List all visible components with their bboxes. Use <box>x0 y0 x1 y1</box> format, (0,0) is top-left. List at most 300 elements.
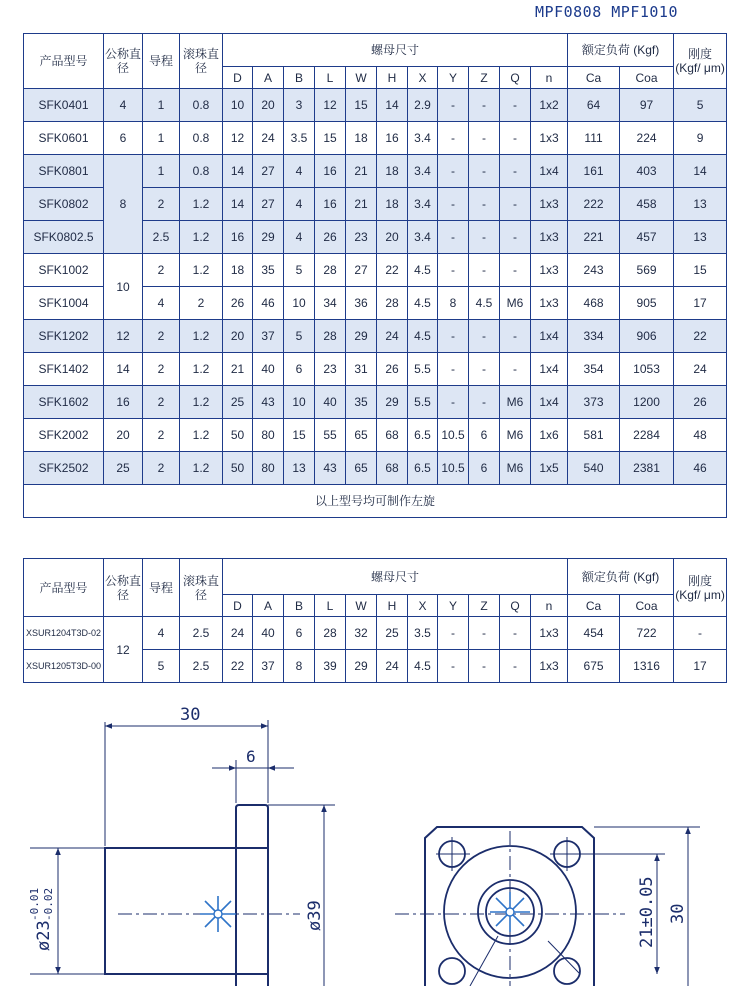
table-cell: 27 <box>346 254 377 287</box>
table-cell: 10.5 <box>438 452 469 485</box>
col-diameter: 公称直径 <box>104 34 143 89</box>
flange-outline <box>236 805 268 986</box>
col-ball: 滚珠直径 <box>180 34 223 89</box>
cell-model: SFK2502 <box>24 452 104 485</box>
table-cell: 20 <box>253 89 284 122</box>
table-cell: 2284 <box>620 419 674 452</box>
table-cell: 1.2 <box>180 353 223 386</box>
table-cell: - <box>469 89 500 122</box>
table-cell: 8 <box>284 650 315 683</box>
spec-table-xsur <box>23 558 727 683</box>
cell-diameter: 10 <box>104 254 143 320</box>
cell-model: SFK1004 <box>24 287 104 320</box>
col-rated-load: 额定负荷 (Kgf) <box>568 559 674 595</box>
table-note: 以上型号均可制作左旋 <box>24 485 727 518</box>
table-cell: 28 <box>377 287 408 320</box>
table-cell: - <box>438 155 469 188</box>
table-cell: 6 <box>104 122 143 155</box>
dim-text-30-side: 30 <box>668 903 688 924</box>
table-cell: 5.5 <box>408 353 438 386</box>
table-cell: 40 <box>253 353 284 386</box>
table-cell: 15 <box>346 89 377 122</box>
table-cell: 14 <box>377 89 408 122</box>
table-cell: 905 <box>620 287 674 320</box>
dim-text-d23-tol-upper: -0.01 <box>28 887 41 921</box>
col-coa: Coa <box>620 595 674 617</box>
table-cell: 21 <box>346 188 377 221</box>
col-y: Y <box>438 67 469 89</box>
table-cell: - <box>438 650 469 683</box>
col-h: H <box>377 595 408 617</box>
table-cell: 14 <box>223 188 253 221</box>
table-cell: - <box>438 617 469 650</box>
table-cell: 4.5 <box>408 287 438 320</box>
col-nut-size: 螺母尺寸 <box>223 559 568 595</box>
table-cell: 5.5 <box>408 386 438 419</box>
table-cell: - <box>438 122 469 155</box>
table-cell: 1.2 <box>180 419 223 452</box>
table-cell: 6 <box>469 419 500 452</box>
table-cell: 1x3 <box>531 287 568 320</box>
table-cell: 1.2 <box>180 320 223 353</box>
table-cell: 373 <box>568 386 620 419</box>
table-cell: 24 <box>253 122 284 155</box>
table-cell: 569 <box>620 254 674 287</box>
table-cell: 18 <box>377 188 408 221</box>
table-cell: 8 <box>438 287 469 320</box>
table-row <box>24 353 727 386</box>
col-h: H <box>377 67 408 89</box>
table-cell: 23 <box>315 353 346 386</box>
col-x: X <box>408 67 438 89</box>
col-x: X <box>408 595 438 617</box>
table-cell: 36 <box>346 287 377 320</box>
table-cell: 3.5 <box>284 122 315 155</box>
col-model: 产品型号 <box>24 34 104 89</box>
cell-model: SFK2002 <box>24 419 104 452</box>
table-cell: - <box>500 320 531 353</box>
table-cell: 29 <box>377 386 408 419</box>
table-cell: 14 <box>104 353 143 386</box>
table-cell: 0.8 <box>180 155 223 188</box>
table-cell: 243 <box>568 254 620 287</box>
cell-diameter: 8 <box>104 155 143 254</box>
table-cell: - <box>469 617 500 650</box>
table-cell: 15 <box>284 419 315 452</box>
table-cell: 581 <box>568 419 620 452</box>
table-cell: - <box>469 386 500 419</box>
table-cell: 3.4 <box>408 122 438 155</box>
table-cell: - <box>469 221 500 254</box>
table-cell: 55 <box>315 419 346 452</box>
col-b: B <box>284 595 315 617</box>
table-cell: 25 <box>223 386 253 419</box>
dim-text-d23: ø23 <box>34 920 54 951</box>
table-cell: 3.4 <box>408 155 438 188</box>
table-cell: 1x3 <box>531 188 568 221</box>
table-cell: 18 <box>223 254 253 287</box>
table-cell: 1.2 <box>180 221 223 254</box>
table-cell: 468 <box>568 287 620 320</box>
table-cell: 22 <box>223 650 253 683</box>
col-l: L <box>315 595 346 617</box>
table-cell: 39 <box>315 650 346 683</box>
table-cell: 222 <box>568 188 620 221</box>
table-cell: 2 <box>180 287 223 320</box>
table-cell: 28 <box>315 617 346 650</box>
col-y: Y <box>438 595 469 617</box>
table-cell: 1x3 <box>531 254 568 287</box>
cell-model: XSUR1204T3D-02 <box>24 617 104 650</box>
col-w: W <box>346 595 377 617</box>
cell-model: XSUR1205T3D-00 <box>24 650 104 683</box>
table-cell: 15 <box>674 254 727 287</box>
table-cell: 1x4 <box>531 353 568 386</box>
table-row <box>24 452 727 485</box>
cell-model: SFK0401 <box>24 89 104 122</box>
col-q: Q <box>500 595 531 617</box>
table-cell: 43 <box>253 386 284 419</box>
cell-model: SFK0802.5 <box>24 221 104 254</box>
table-cell: 24 <box>674 353 727 386</box>
col-lead: 导程 <box>143 559 180 617</box>
table-cell: - <box>469 188 500 221</box>
table-cell: 80 <box>253 452 284 485</box>
table-cell: 1 <box>143 122 180 155</box>
mount-hole <box>554 958 580 984</box>
table-row <box>24 419 727 452</box>
table-cell: 16 <box>315 188 346 221</box>
table-cell: 4 <box>143 617 180 650</box>
table-cell: 31 <box>346 353 377 386</box>
dim-text-30: 30 <box>180 705 201 725</box>
table-cell: 27 <box>253 155 284 188</box>
table-cell: 10.5 <box>438 419 469 452</box>
table-cell: 5 <box>143 650 180 683</box>
table-cell: 10 <box>223 89 253 122</box>
table-cell: 20 <box>104 419 143 452</box>
table-cell: 24 <box>377 320 408 353</box>
table-cell: 65 <box>346 452 377 485</box>
cell-model: SFK1402 <box>24 353 104 386</box>
col-n: n <box>531 67 568 89</box>
table-cell: 50 <box>223 419 253 452</box>
col-w: W <box>346 67 377 89</box>
table-cell: 37 <box>253 650 284 683</box>
table-cell: 16 <box>104 386 143 419</box>
table-cell: 1x4 <box>531 320 568 353</box>
table-cell: - <box>674 617 727 650</box>
col-coa: Coa <box>620 67 674 89</box>
table-cell: 48 <box>674 419 727 452</box>
table-cell: 403 <box>620 155 674 188</box>
technical-drawing <box>0 696 750 986</box>
table-cell: 9 <box>674 122 727 155</box>
table-cell: 3.4 <box>408 188 438 221</box>
table-cell: 26 <box>223 287 253 320</box>
table-cell: - <box>438 221 469 254</box>
col-lead: 导程 <box>143 34 180 89</box>
col-a: A <box>253 67 284 89</box>
table-cell: 6.5 <box>408 452 438 485</box>
table-cell: 458 <box>620 188 674 221</box>
table-cell: - <box>500 650 531 683</box>
table-cell: 5 <box>284 254 315 287</box>
col-ball: 滚珠直径 <box>180 559 223 617</box>
dim-text-21: 21±0.05 <box>637 876 657 948</box>
table-row <box>24 122 727 155</box>
table-cell: 46 <box>253 287 284 320</box>
table-cell: 2.5 <box>180 617 223 650</box>
table-cell: 3.4 <box>408 221 438 254</box>
col-diameter: 公称直径 <box>104 559 143 617</box>
table-row <box>24 155 727 188</box>
table-cell: 4.5 <box>469 287 500 320</box>
table-cell: 13 <box>674 221 727 254</box>
table-cell: - <box>438 320 469 353</box>
table-cell: 20 <box>223 320 253 353</box>
table-cell: - <box>469 650 500 683</box>
table-cell: 68 <box>377 452 408 485</box>
table-row <box>24 89 727 122</box>
table-cell: 4 <box>104 89 143 122</box>
table-cell: - <box>500 353 531 386</box>
model-codes: MPF0808 MPF1010 <box>535 3 678 21</box>
table-cell: - <box>500 155 531 188</box>
table-cell: 65 <box>346 419 377 452</box>
table-cell: 23 <box>346 221 377 254</box>
table-cell: 17 <box>674 650 727 683</box>
table-cell: 2 <box>143 320 180 353</box>
dim-text-d39: ø39 <box>305 900 325 931</box>
table-cell: 0.8 <box>180 122 223 155</box>
table-cell: 6 <box>469 452 500 485</box>
col-rigidity: 刚度 (Kgf/ μm) <box>674 559 727 617</box>
col-rigidity: 刚度 (Kgf/ μm) <box>674 34 727 89</box>
table-cell: 161 <box>568 155 620 188</box>
col-n: n <box>531 595 568 617</box>
table-cell: 5 <box>284 320 315 353</box>
table-cell: - <box>469 155 500 188</box>
col-z: Z <box>469 67 500 89</box>
table-cell: 2 <box>143 386 180 419</box>
table-cell: M6 <box>500 419 531 452</box>
table-cell: - <box>469 320 500 353</box>
table-cell: 64 <box>568 89 620 122</box>
col-d: D <box>223 67 253 89</box>
table-cell: 13 <box>284 452 315 485</box>
table-cell: 1.2 <box>180 386 223 419</box>
table-cell: 5 <box>674 89 727 122</box>
table-cell: 4 <box>284 188 315 221</box>
table-cell: 18 <box>346 122 377 155</box>
mount-hole <box>439 958 465 984</box>
table-row <box>24 254 727 287</box>
table-cell: 80 <box>253 419 284 452</box>
table-cell: 26 <box>377 353 408 386</box>
table-cell: - <box>469 353 500 386</box>
table-cell: 25 <box>104 452 143 485</box>
table-cell: - <box>438 254 469 287</box>
table-cell: 1 <box>143 89 180 122</box>
table-cell: 6 <box>284 617 315 650</box>
dim-text-6: 6 <box>246 747 256 766</box>
table-cell: 43 <box>315 452 346 485</box>
table-cell: 16 <box>377 122 408 155</box>
table-cell: 1x2 <box>531 89 568 122</box>
table-cell: - <box>469 254 500 287</box>
col-rated-load: 额定负荷 (Kgf) <box>568 34 674 67</box>
table-cell: 35 <box>253 254 284 287</box>
table-cell: 26 <box>674 386 727 419</box>
table-cell: 28 <box>315 320 346 353</box>
table-cell: 1.2 <box>180 254 223 287</box>
table-cell: 25 <box>377 617 408 650</box>
col-q: Q <box>500 67 531 89</box>
table-row <box>24 617 727 650</box>
cell-model: SFK1002 <box>24 254 104 287</box>
table-cell: - <box>500 221 531 254</box>
table-cell: 1x3 <box>531 221 568 254</box>
table-cell: 2 <box>143 188 180 221</box>
table-cell: 1x3 <box>531 650 568 683</box>
table-cell: - <box>500 254 531 287</box>
table-cell: 457 <box>620 221 674 254</box>
table-cell: - <box>500 89 531 122</box>
table-cell: 29 <box>253 221 284 254</box>
table-cell: 12 <box>104 320 143 353</box>
table-cell: 1x6 <box>531 419 568 452</box>
table-cell: 1x5 <box>531 452 568 485</box>
table-cell: 3 <box>284 89 315 122</box>
table-cell: 37 <box>253 320 284 353</box>
dim-text-d23-tol-lower: -0.02 <box>42 887 55 921</box>
table-cell: 4 <box>143 287 180 320</box>
table-cell: 4 <box>284 221 315 254</box>
table-cell: 28 <box>315 254 346 287</box>
cell-model: SFK1202 <box>24 320 104 353</box>
table-cell: 24 <box>223 617 253 650</box>
table-cell: - <box>500 122 531 155</box>
table-cell: - <box>469 122 500 155</box>
table-cell: - <box>438 386 469 419</box>
table-cell: 12 <box>223 122 253 155</box>
table-cell: 10 <box>284 287 315 320</box>
table-cell: 2 <box>143 353 180 386</box>
table-cell: 50 <box>223 452 253 485</box>
table-cell: 221 <box>568 221 620 254</box>
col-b: B <box>284 67 315 89</box>
table-cell: 26 <box>315 221 346 254</box>
col-model: 产品型号 <box>24 559 104 617</box>
table-cell: 1x4 <box>531 155 568 188</box>
table-cell: 4.5 <box>408 254 438 287</box>
table-cell: 13 <box>674 188 727 221</box>
table-cell: 16 <box>223 221 253 254</box>
table-cell: 354 <box>568 353 620 386</box>
table-cell: 224 <box>620 122 674 155</box>
col-a: A <box>253 595 284 617</box>
table-cell: 1.2 <box>180 452 223 485</box>
cell-model: SFK0802 <box>24 188 104 221</box>
table-cell: 2 <box>143 452 180 485</box>
table-cell: 334 <box>568 320 620 353</box>
table-cell: 15 <box>315 122 346 155</box>
col-d: D <box>223 595 253 617</box>
table-cell: 14 <box>223 155 253 188</box>
table-cell: 29 <box>346 650 377 683</box>
table-cell: 22 <box>674 320 727 353</box>
col-nut-size: 螺母尺寸 <box>223 34 568 67</box>
table-cell: 29 <box>346 320 377 353</box>
table-cell: 21 <box>346 155 377 188</box>
table-cell: - <box>438 89 469 122</box>
table-cell: 68 <box>377 419 408 452</box>
table-cell: 4.5 <box>408 650 438 683</box>
table-cell: 10 <box>284 386 315 419</box>
table-cell: 1200 <box>620 386 674 419</box>
table-cell: - <box>438 353 469 386</box>
table-cell: 1053 <box>620 353 674 386</box>
table-cell: 1 <box>143 155 180 188</box>
table-cell: M6 <box>500 452 531 485</box>
table-cell: - <box>500 188 531 221</box>
table-cell: 6 <box>284 353 315 386</box>
table-cell: 22 <box>377 254 408 287</box>
table-cell: 675 <box>568 650 620 683</box>
table-cell: 2.5 <box>180 650 223 683</box>
table-cell: 34 <box>315 287 346 320</box>
table-cell: 21 <box>223 353 253 386</box>
table-cell: 40 <box>253 617 284 650</box>
table-cell: 14 <box>674 155 727 188</box>
table-cell: 1316 <box>620 650 674 683</box>
table-cell: 2381 <box>620 452 674 485</box>
table-row <box>24 386 727 419</box>
table-cell: 1x3 <box>531 617 568 650</box>
table-cell: 0.8 <box>180 89 223 122</box>
table-cell: 4 <box>284 155 315 188</box>
table-cell: 32 <box>346 617 377 650</box>
table-cell: 17 <box>674 287 727 320</box>
table-cell: 540 <box>568 452 620 485</box>
col-ca: Ca <box>568 67 620 89</box>
table-cell: 2.5 <box>143 221 180 254</box>
spec-table-sfk <box>23 33 727 518</box>
table-cell: 6.5 <box>408 419 438 452</box>
nut-body-outline <box>105 848 268 974</box>
table-cell: - <box>438 188 469 221</box>
table-cell: 1x4 <box>531 386 568 419</box>
table-cell: 24 <box>377 650 408 683</box>
table-row <box>24 320 727 353</box>
table-cell: 722 <box>620 617 674 650</box>
table-cell: 4.5 <box>408 320 438 353</box>
table-cell: 454 <box>568 617 620 650</box>
table-cell: 40 <box>315 386 346 419</box>
table-cell: 2 <box>143 419 180 452</box>
table-cell: 1.2 <box>180 188 223 221</box>
col-ca: Ca <box>568 595 620 617</box>
cell-model: SFK0601 <box>24 122 104 155</box>
cell-model: SFK0801 <box>24 155 104 188</box>
table-cell: 2.9 <box>408 89 438 122</box>
table-cell: 3.5 <box>408 617 438 650</box>
table-cell: 97 <box>620 89 674 122</box>
cell-diameter: 12 <box>104 617 143 683</box>
table-cell: - <box>500 617 531 650</box>
table-cell: 111 <box>568 122 620 155</box>
